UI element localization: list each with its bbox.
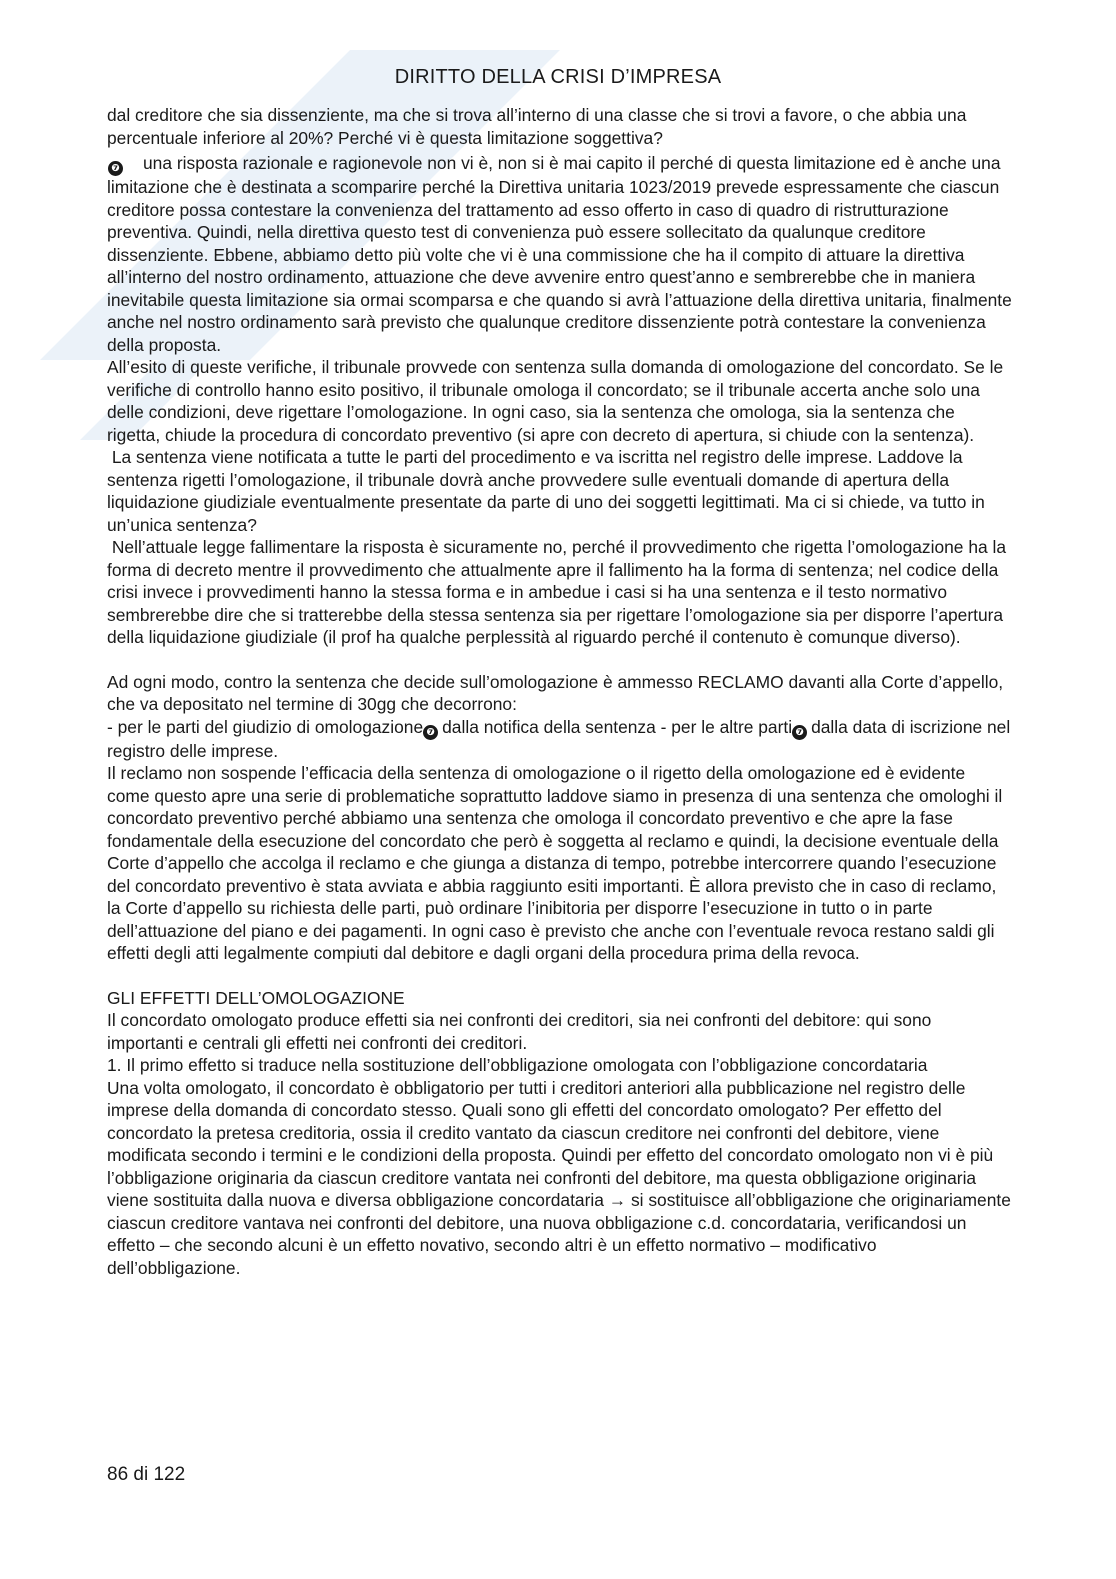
paragraph: Nell’attuale legge fallimentare la risposta è sicuramente no, perché il provvedimento che rigetta l’omologazione ha la forma di decreto mentre il provvedimento che attualmente apre il fallimento ha la forma di sentenza; nel codice della crisi invece i provvedimenti hanno la stessa forma e in ambedue i casi si ha una sentenza e il testo normativo sembrerebbe dire che si tratterebbe della stessa sentenza sia per rigettare l’omologazione sia per disporre l’apertura della liquidazione giudiziale (il prof ha qualche perplessità al riguardo perché il contenuto è comunque diverso). <box>107 537 1011 647</box>
paragraph-text: dalla data di iscrizione nel registro delle imprese. <box>107 716 1011 761</box>
paragraph: dal creditore che sia dissenziente, ma che si trova all’interno di una classe che si trovi a favore, o che abbia una percentuale inferiore al 20%? Perché vi è questa limitazione soggettiva? <box>107 105 967 148</box>
seven-circle-icon: ❼ <box>792 725 807 740</box>
page-header: DIRITTO DELLA CRISI D’IMPRESA <box>394 66 722 88</box>
paragraph: La sentenza viene notificata a tutte le parti del procedimento e va iscritta nel registro delle imprese. Laddove la sentenza rigetti l’omologazione, il tribunale dovrà anche provvedere sulle eventuali domande di apertura della liquidazione giudiziale eventualmente presentate da parte di uno dei soggetti legittimati. Ma ci si chiede, va tutto in un’unica sentenza? <box>107 447 990 535</box>
seven-circle-icon: ❼ <box>108 161 123 176</box>
paragraph: Il reclamo non sospende l’efficacia della sentenza di omologazione o il rigetto della omologazione ed è evidente come questo apre una serie di problematiche soprattutto laddove siamo in presenza di una sentenza che omologhi il concordato preventivo perché abbiamo una sentenza che omologa il concordato preventivo e che apre la fase fondamentale della esecuzione del concordato che però è soggetta al reclamo e quindi, la decisione eventuale della Corte d’appello che accolga il reclamo e che giunga a distanza di tempo, potrebbe intercorrere quando l’esecuzione del concordato preventivo è stata avviata e abbia raggiunto esiti importanti. È allora previsto che in caso di reclamo, la Corte d’appello su richiesta delle parti, può ordinare l’inibitoria per disporre l’esecuzione in tutto o in parte dell’attuazione del piano e dei pagamenti. In ogni caso è previsto che anche con l’eventuale revoca restano saldi gli effetti degli atti legalmente compiuti dal debitore e dagli organi della procedura prima della revoca. <box>107 763 1003 963</box>
paragraph: Ad ogni modo, contro la sentenza che decide sull’omologazione è ammesso RECLAMO davanti alla Corte d’appello, che va depositato nel termine di 30gg che decorrono: <box>107 671 1004 714</box>
paragraph <box>107 152 1012 356</box>
section-heading: GLI EFFETTI DELL’OMOLOGAZIONE <box>107 987 405 1008</box>
paragraph: Il concordato omologato produce effetti sia nei confronti dei creditori, sia nei confronti del debitore: qui sono importanti e centrali gli effetti nei confronti dei creditori. <box>107 1010 932 1053</box>
spacer <box>107 649 1012 671</box>
paragraph <box>107 716 1012 763</box>
paragraph-text: si sostituisce all’obbligazione che originariamente ciascun creditore vantava nei confronti del debitore, una nuova obbligazione c.d. concordataria, verificandosi un effetto – che secondo alcuni è un effetto novativo, secondo altri è un effetto normativo – modificativo dell’obbligazione. <box>107 1190 1011 1278</box>
paragraph-text: Una volta omologato, il concordato è obbligatorio per tutti i creditori anteriori alla pubblicazione nel registro delle imprese della domanda di concordato stesso. Quali sono gli effetti del concordato omologato? Per effetto del concordato la pretesa creditoria, ossia il credito vantato da ciascun creditore nei confronti del debitore, viene modificata secondo i termini e le condizioni della proposta. Quindi per effetto del concordato omologato non vi è più l’obbligazione originaria da ciascun creditore vantata nei confronti del debitore, ma questa obbligazione originaria viene sostituita dalla nuova e diversa obbligazione concordataria <box>107 1077 994 1210</box>
paragraph: 1. Il primo effetto si traduce nella sostituzione dell’obbligazione omologata con l’obbligazione concordataria <box>107 1055 928 1075</box>
seven-circle-icon: ❼ <box>423 725 438 740</box>
arrow-right-icon: → <box>608 1190 627 1210</box>
page-number: 86 di 122 <box>107 1464 186 1485</box>
document-body <box>107 104 1012 1279</box>
paragraph <box>107 1077 1012 1280</box>
paragraph-text: dalla notifica della sentenza - per le altre parti <box>442 716 793 737</box>
paragraph: All’esito di queste verifiche, il tribunale provvede con sentenza sulla domanda di omologazione del concordato. Se le verifiche di controllo hanno esito positivo, il tribunale omologa il concordato; se il tribunale accerta anche solo una delle condizioni, deve rigettare l’omologazione. In ogni caso, sia la sentenza che omologa, sia la sentenza che rigetta, chiude la procedura di concordato preventivo (si apre con decreto di apertura, si chiude con la sentenza). <box>107 357 1004 445</box>
spacer <box>107 965 1012 987</box>
paragraph-text: una risposta razionale e ragionevole non vi è, non si è mai capito il perché di questa limitazione ed è anche una limitazione che è destinata a scomparire perché la Direttiva unitaria 1023/2019 prevede espressamente che ciascun creditore possa contestare la convenienza del trattamento ad esso offerto in caso di quadro di ristrutturazione preventiva. Quindi, nella direttiva questo test di convenienza può essere sollecitato da qualunque creditore dissenziente. Ebbene, abbiamo detto più volte che vi è una commissione che ha il compito di attuare la direttiva all’interno del nostro ordinamento, attuazione che deve avvenire entro quest’anno e sembrerebbe che in maniera inevitabile questa limitazione sia ormai scomparsa e che quando si avrà l’attuazione della direttiva unitaria, finalmente anche nel nostro ordinamento sarà previsto che qualunque creditore dissenziente potrà contestare la convenienza della proposta. <box>107 153 1012 355</box>
paragraph-text: - per le parti del giudizio di omologazione <box>107 716 424 737</box>
